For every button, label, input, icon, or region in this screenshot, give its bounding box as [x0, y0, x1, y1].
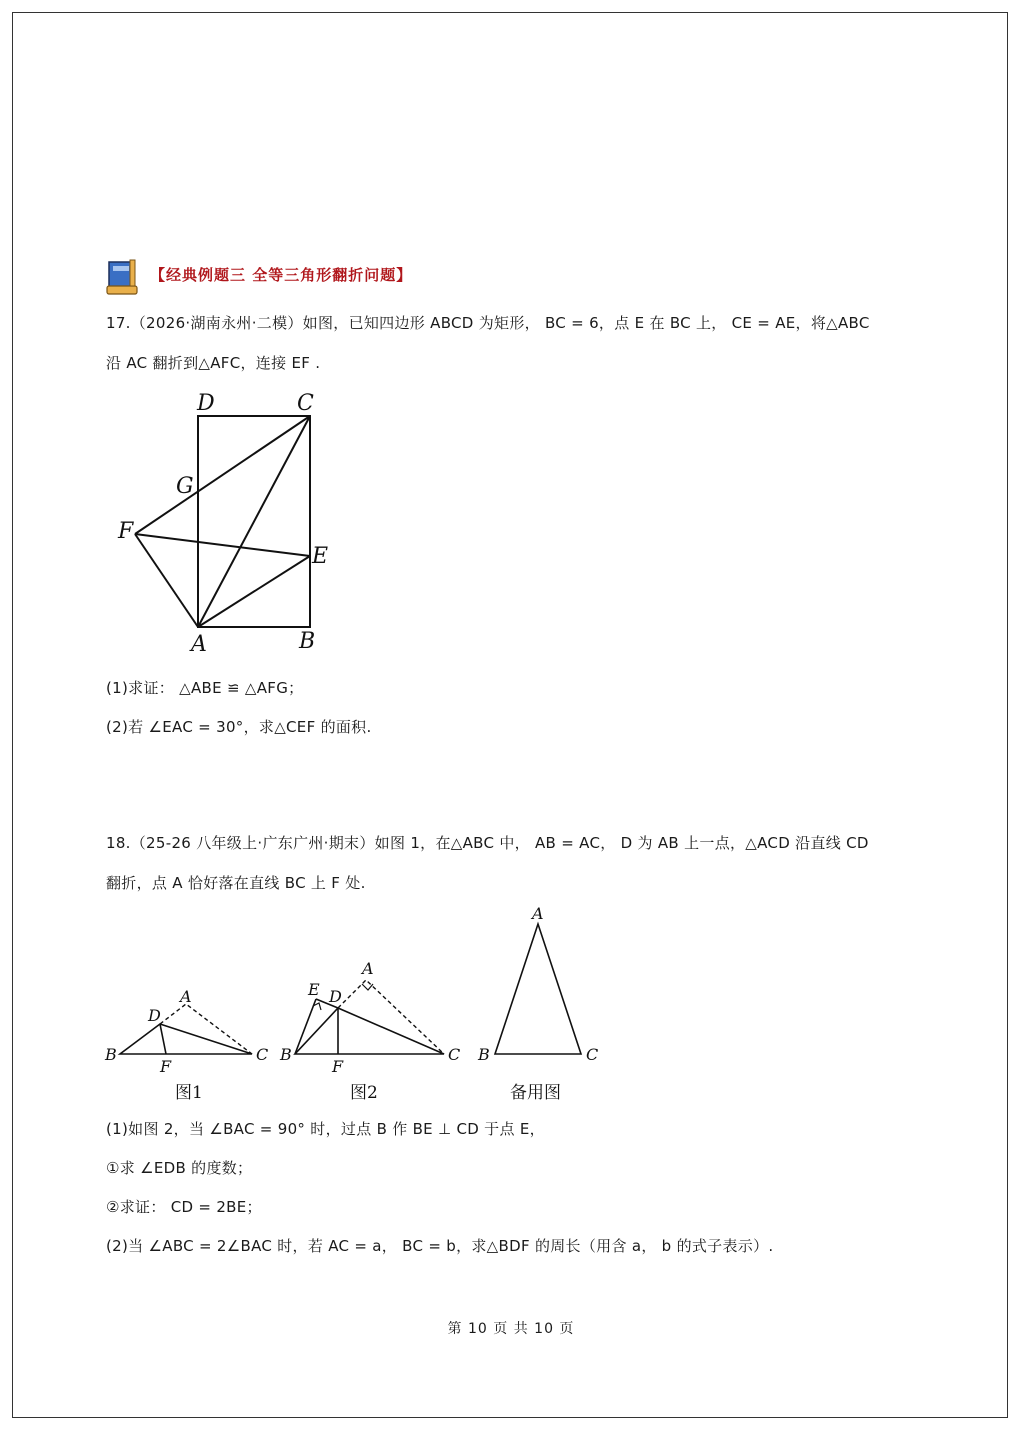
q17-label-b: B	[299, 629, 316, 654]
q18-figures	[100, 900, 620, 1110]
fig2-label-a: A	[362, 959, 374, 978]
fig2-label-e: E	[308, 980, 320, 999]
fig2-label-f: F	[332, 1057, 344, 1076]
q17-label-g: G	[176, 474, 194, 499]
fig3-label-b: B	[478, 1045, 490, 1064]
fig3-label-a: A	[532, 904, 544, 923]
q17-label-e: E	[312, 544, 329, 569]
q17-part2: (2)若 ∠EAC = 30°，求△CEF 的面积.	[106, 718, 372, 736]
fig1-label-a: A	[180, 987, 192, 1006]
q18-part1: (1)如图 2，当 ∠BAC = 90° 时，过点 B 作 BE ⊥ CD 于点 E，	[106, 1120, 545, 1138]
fig3-caption: 备用图	[510, 1083, 561, 1103]
q17-label-a: A	[191, 632, 207, 657]
fig1-caption: 图1	[175, 1083, 203, 1103]
q18-part2: (2)当 ∠ABC = 2∠BAC 时，若 AC = a， BC = b，求△BDF 的周长（用含 a， b 的式子表示）.	[106, 1237, 774, 1255]
fig3-label-c: C	[586, 1045, 599, 1064]
q18-stem-line1: 18.（25-26 八年级上·广东广州·期末）如图 1，在△ABC 中， AB = AC， D 为 AB 上一点，△ACD 沿直线 CD	[106, 834, 869, 852]
q18-part1a: ①求 ∠EDB 的度数；	[106, 1159, 253, 1177]
fig2-label-b: B	[280, 1045, 292, 1064]
fig1-label-b: B	[105, 1045, 117, 1064]
fig2-label-d: D	[329, 987, 342, 1006]
q18-part1b: ②求证： CD = 2BE；	[106, 1198, 262, 1216]
fig2-label-c: C	[448, 1045, 461, 1064]
section-title: 【经典例题三 全等三角形翻折问题】	[150, 266, 413, 284]
q17-part1: (1)求证： △ABE ≌ △AFG；	[106, 679, 304, 697]
fig1-label-c: C	[256, 1045, 269, 1064]
q17-label-c: C	[297, 391, 314, 416]
fig2-caption: 图2	[350, 1083, 378, 1103]
fig1-label-d: D	[148, 1006, 161, 1025]
q17-label-d: D	[197, 391, 215, 416]
q17-label-f: F	[118, 519, 134, 544]
fig1-label-f: F	[160, 1057, 172, 1076]
q18-stem-line2: 翻折，点 A 恰好落在直线 BC 上 F 处.	[106, 874, 366, 892]
page-footer: 第 10 页 共 10 页	[447, 1321, 575, 1337]
book-icon	[104, 256, 142, 298]
q17-stem-line1: 17.（2026·湖南永州·二模）如图，已知四边形 ABCD 为矩形， BC = 6，点 E 在 BC 上， CE = AE，将△ABC	[106, 314, 870, 332]
q17-stem-line2: 沿 AC 翻折到△AFC，连接 EF .	[106, 354, 321, 372]
q17-figure	[100, 385, 360, 665]
